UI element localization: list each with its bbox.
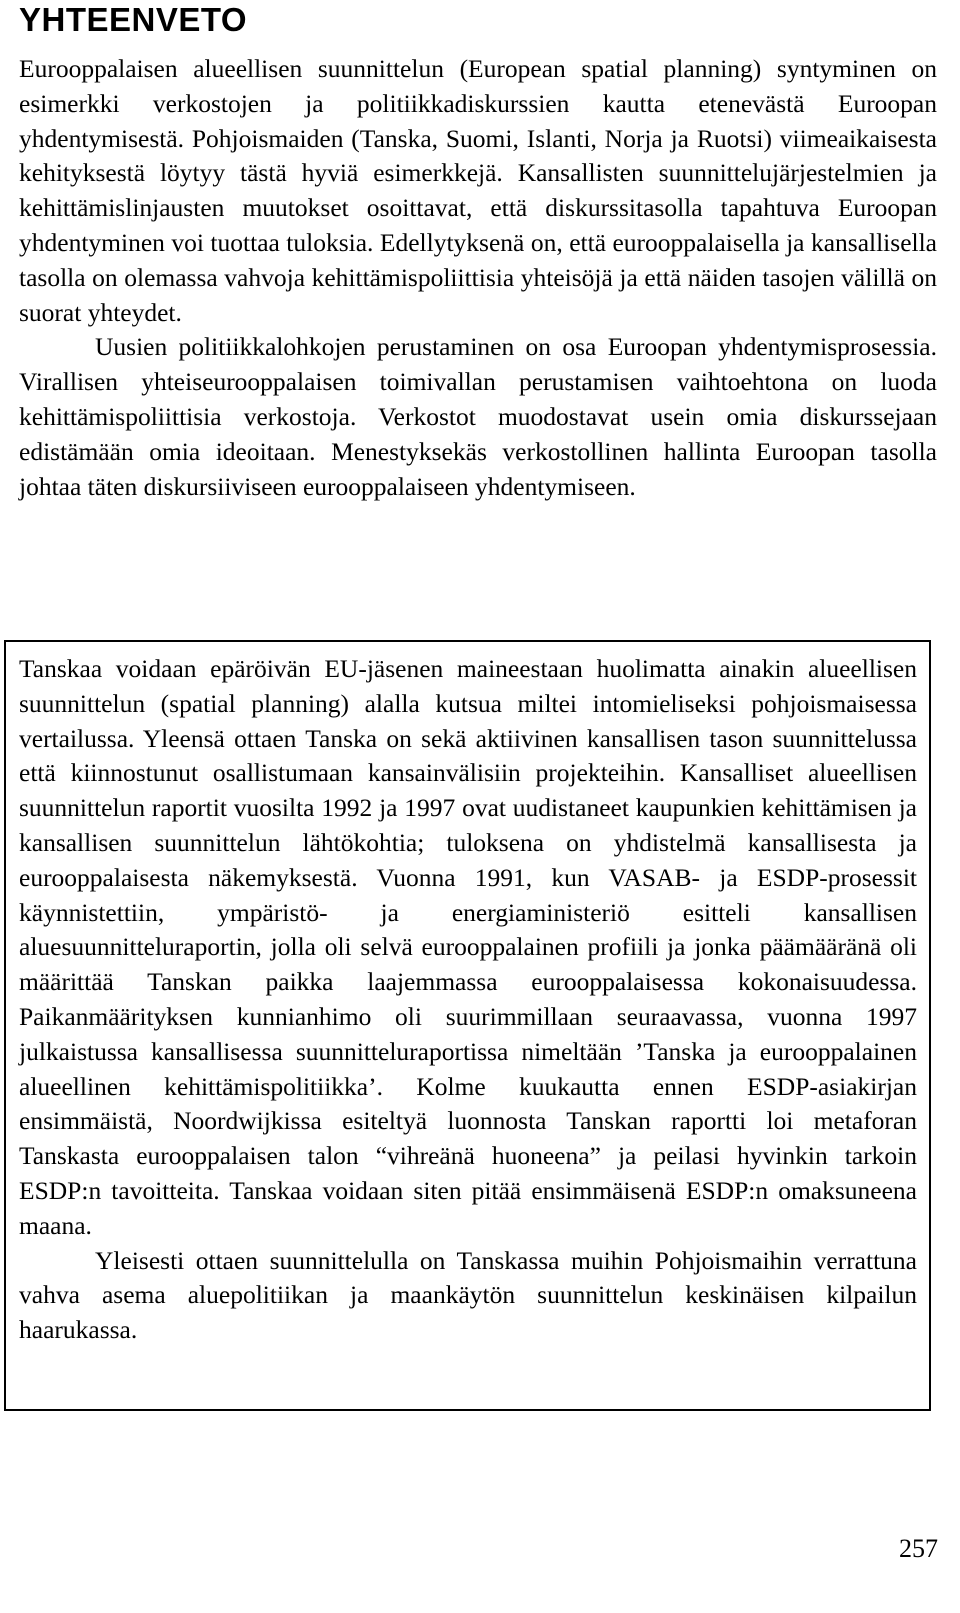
box-paragraph-1: Tanskaa voidaan epäröivän EU-jäsenen maineestaan huolimatta ainakin alueellisen suunnittelun (spatial planning) alalla kutsua miltei intomieliseksi pohjoismaisessa vertailussa. Yleensä ottaen Tanska on sekä aktiivinen kansallisen tason suunnittelussa että kiinnostunut osallistumaan kansainvälisiin projekteihin. Kansalliset alueellisen suunnittelun raportit vuosilta 1992 ja 1997 ovat uudistaneet kaupunkien kehittämisen ja kansallisen suunnittelun lähtökohtia; tuloksena on yhdistelmä kansallisesta ja eurooppalaisesta näkemyksestä. Vuonna 1991, kun VASAB- ja ESDP-prosessit käynnistettiin, ympäristö- ja energiaministeriö esitteli kansallisen aluesuunnitteluraportin, jolla oli selvä eurooppalainen profiili ja jonka päämääränä oli määrittää Tanskan paikka laajemmassa eurooppalaisessa kokonaisuudessa. Paikanmäärityksen kunnianhimo oli suurimmillaan seuraavassa, vuonna 1997 julkaistussa kansallisessa suunnitteluraportissa nimeltään ’Tanska ja eurooppalainen alueellinen kehittämispolitiikka’. Kolme kuukautta ennen ESDP-asiakirjan ensimmäistä, Noordwijkissa esiteltyä luonnosta Tanskan raportti loi metaforan Tanskasta eurooppalaisen talon “vihreänä huoneena” ja peilasi hyvinkin tarkoin ESDP:n tavoitteita. Tanskaa voidaan siten pitää ensimmäisenä ESDP:n omaksuneena maana. <box>19 654 917 1240</box>
box-paragraph-2: Yleisesti ottaen suunnittelulla on Tanskassa muihin Pohjoismaihin verrattuna vahva asema aluepolitiikan ja maankäytön suunnittelun keskinäisen kilpailun haarukassa. <box>19 1245 917 1345</box>
page-heading: YHTEENVETO <box>19 1 248 38</box>
summary-paragraph-1: Eurooppalaisen alueellisen suunnittelun (European spatial planning) syntyminen on esimerkki verkostojen ja politiikkadiskurssien kautta etenevästä Euroopan yhdentymisestä. Pohjoismaiden (Tanska, Suomi, Islanti, Norja ja Ruotsi) viimeaikaisesta kehityksestä löytyy tästä hyviä esimerkkejä. Kansallisten suunnittelujärjestelmien ja kehittämislinjausten muutokset osoittavat, että diskurssitasolla tapahtuva Euroopan yhdentyminen voi tuottaa tuloksia. Edellytyksenä on, että eurooppalaisella ja kansallisella tasolla on olemassa vahvoja kehittämispoliittisia yhteisöjä ja että näiden tasojen välillä on suorat yhteydet. <box>19 54 937 327</box>
denmark-case-box <box>4 640 931 1411</box>
denmark-case-box-content <box>19 652 917 1348</box>
page-number: 257 <box>899 1534 938 1563</box>
summary-section <box>19 52 937 504</box>
summary-paragraph-2: Uusien politiikkalohkojen perustaminen on osa Euroopan yhdentymisprosessia. Virallisen yhteiseurooppalaisen toimivallan perustamisen vaihtoehtona on luoda kehittämispoliittisia verkostoja. Verkostot muodostavat usein omia diskurssejaan edistämään omia ideoitaan. Menestyksekäs verkostollinen hallinta Euroopan tasolla johtaa täten diskursiiviseen eurooppalaiseen yhdentymiseen. <box>19 332 937 501</box>
